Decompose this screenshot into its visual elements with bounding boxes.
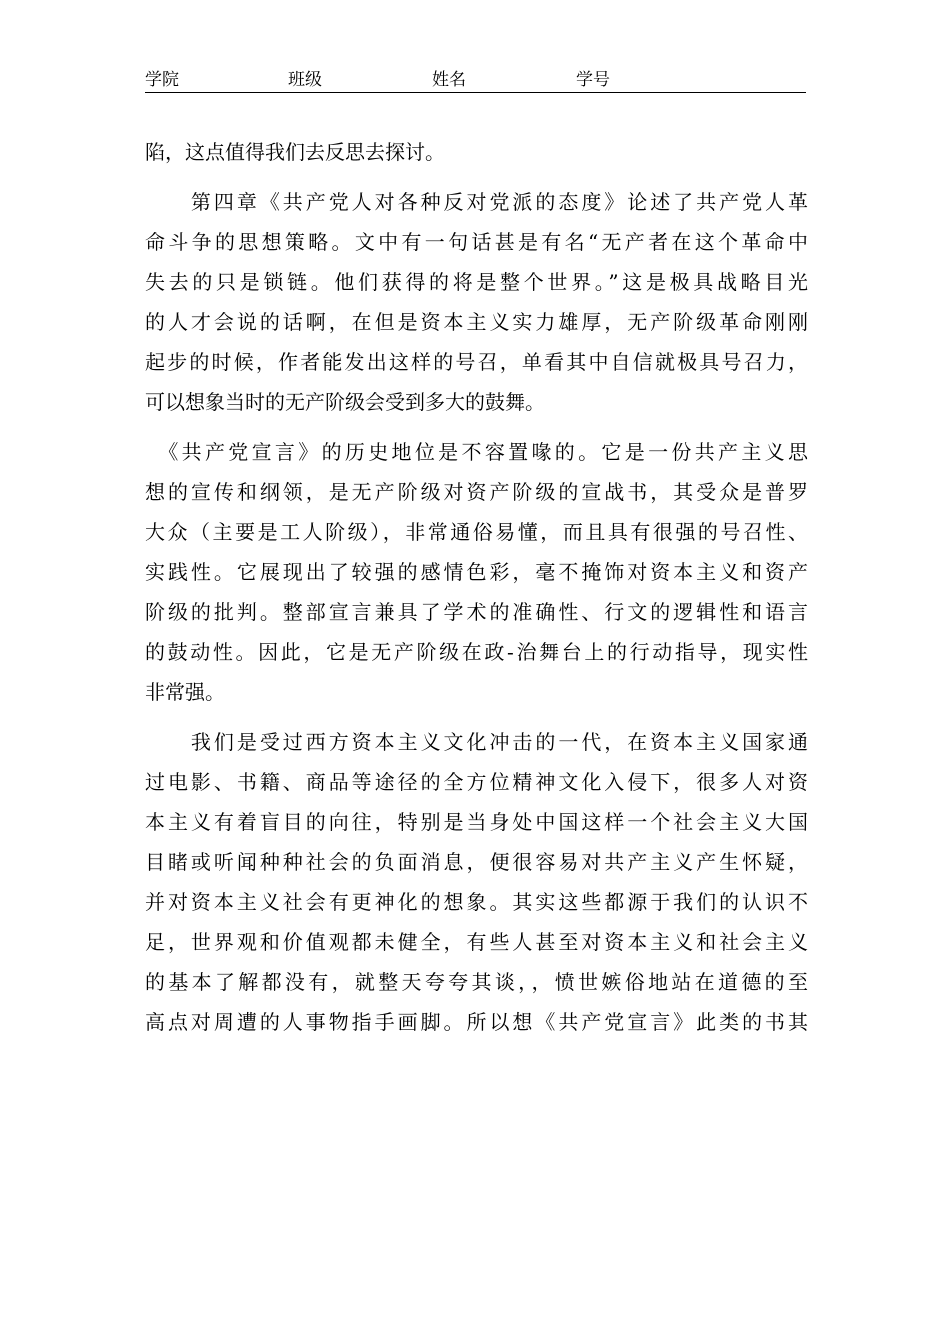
header-class-label: 班级 <box>288 70 322 90</box>
header-student-id-label: 学号 <box>576 70 610 90</box>
text-line: 想的宣传和纲领，是无产阶级对资产阶级的宣战书，其受众是普罗 <box>145 480 808 504</box>
text-line: 的基本了解都没有，就整天夸夸其谈，，愤世嫉俗地站在道德的至 <box>145 970 808 994</box>
text-line: 非常强。 <box>145 680 225 704</box>
document-body <box>145 132 808 1042</box>
paragraph <box>145 432 808 712</box>
text-line: 高点对周遭的人事物指手画脚。所以想《共产党宣言》此类的书其 <box>145 1010 808 1034</box>
paragraph <box>145 722 808 1042</box>
header-name-label: 姓名 <box>432 70 466 90</box>
header-college-label: 学院 <box>145 70 179 90</box>
text-line: 过电影、书籍、商品等途径的全方位精神文化入侵下，很多人对资 <box>145 770 808 794</box>
text-line: 实践性。它展现出了较强的感情色彩，毫不掩饰对资本主义和资产 <box>145 560 808 584</box>
text-line: 可以想象当时的无产阶级会受到多大的鼓舞。 <box>145 390 545 414</box>
text-line: 的人才会说的话啊，在但是资本主义实力雄厚，无产阶级革命刚刚 <box>145 310 808 334</box>
text-line: 本主义有着盲目的向往，特别是当身处中国这样一个社会主义大国 <box>145 810 808 834</box>
text-line: 第四章《共产党人对各种反对党派的态度》论述了共产党人革 <box>145 190 808 214</box>
text-line: 足，世界观和价值观都未健全，有些人甚至对资本主义和社会主义 <box>145 930 808 954</box>
paragraph <box>145 182 808 422</box>
text-line: 目睹或听闻种种社会的负面消息，便很容易对共产主义产生怀疑， <box>145 850 808 874</box>
document-header <box>145 68 806 93</box>
text-line: 陷，这点值得我们去反思去探讨。 <box>145 140 445 164</box>
text-line: 并对资本主义社会有更神化的想象。其实这些都源于我们的认识不 <box>145 890 808 914</box>
text-line: 《共产党宣言》的历史地位是不容置喙的。它是一份共产主义思 <box>145 440 808 464</box>
paragraph <box>145 132 808 172</box>
text-line: 起步的时候，作者能发出这样的号召，单看其中自信就极具号召力， <box>145 350 808 374</box>
text-line: 阶级的批判。整部宣言兼具了学术的准确性、行文的逻辑性和语言 <box>145 600 808 624</box>
text-line: 失去的只是锁链。他们获得的将是整个世界。”这是极具战略目光 <box>145 270 808 294</box>
text-line: 大众（主要是工人阶级），非常通俗易懂，而且具有很强的号召性、 <box>145 520 808 544</box>
text-line: 的鼓动性。因此，它是无产阶级在政-治舞台上的行动指导，现实性 <box>145 640 808 664</box>
text-line: 我们是受过西方资本主义文化冲击的一代，在资本主义国家通 <box>145 730 808 754</box>
text-line: 命斗争的思想策略。文中有一句话甚是有名“无产者在这个革命中 <box>145 230 808 254</box>
